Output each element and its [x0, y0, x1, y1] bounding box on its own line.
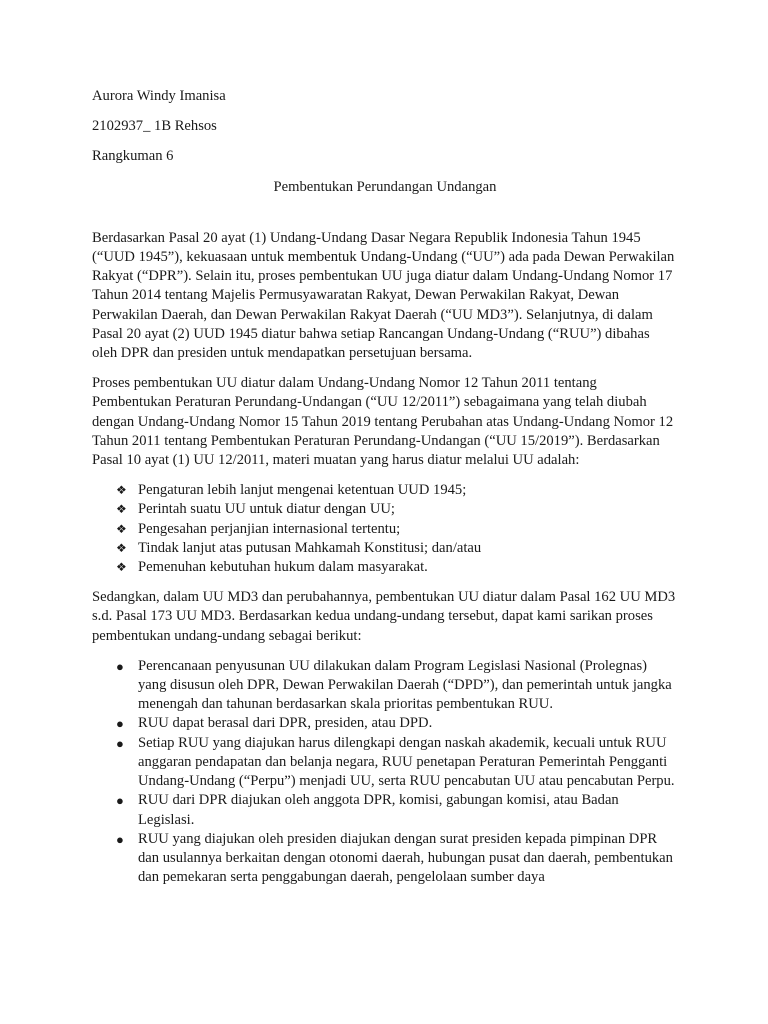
- list-item: [92, 558, 678, 577]
- dot-bullet-icon: ●: [116, 716, 124, 732]
- list-item: [92, 481, 678, 500]
- diamond-bullet-icon: ❖: [116, 560, 127, 575]
- list-item-text: Perintah suatu UU untuk diatur dengan UU;: [138, 501, 395, 518]
- list-item-text: Pengesahan perjanjian internasional tertentu;: [138, 520, 401, 537]
- student-id-class: 2102937_ 1B Rehsos: [92, 118, 217, 135]
- list-item-text: RUU dari DPR diajukan oleh anggota DPR, komisi, gabungan komisi, atau Badan Legislasi.: [138, 792, 619, 828]
- document-page: [92, 87, 678, 898]
- diamond-bullet-icon: ❖: [116, 502, 127, 517]
- process-steps-list: [92, 657, 678, 887]
- document-title: Pembentukan Perundangan Undangan: [273, 178, 497, 195]
- author-name: Aurora Windy Imanisa: [92, 88, 226, 104]
- list-item: [92, 791, 678, 829]
- list-item: [92, 657, 678, 715]
- list-item: [92, 734, 678, 792]
- dot-bullet-icon: ●: [116, 831, 124, 847]
- list-item: [92, 539, 678, 558]
- diamond-bullet-icon: ❖: [116, 521, 127, 536]
- list-item-text: RUU dapat berasal dari DPR, presiden, atau DPD.: [138, 715, 433, 732]
- list-item-text: Pemenuhan kebutuhan hukum dalam masyarakat.: [138, 559, 428, 576]
- dot-bullet-icon: ●: [116, 658, 124, 674]
- list-item-text: Tindak lanjut atas putusan Mahkamah Konstitusi; dan/atau: [138, 539, 482, 556]
- summary-label: Rangkuman 6: [92, 148, 174, 165]
- paragraph-2: Proses pembentukan UU diatur dalam Undang-Undang Nomor 12 Tahun 2011 tentang Pembentukan Peraturan Perundang-Undangan (“UU 12/2011”) sebagaimana yang telah diubah dengan Undang-Undang Nomor 15 Tahun 2019 tentang Perubahan atas Undang-Undang Nomor 12 Tahun 2011 tentang Pembentukan Peraturan Perundang-Undangan (“UU 15/2019”). Berdasarkan Pasal 10 ayat (1) UU 12/2011, materi muatan yang harus diatur melalui UU adalah:: [92, 375, 674, 469]
- list-item-text: RUU yang diajukan oleh presiden diajukan dengan surat presiden kepada pimpinan DPR dan usulannya berkaitan dengan otonomi daerah, hubungan pusat dan daerah, pembentukan dan pemekaran serta penggabungan daerah, pengelolaan sumber daya: [138, 830, 673, 886]
- dot-bullet-icon: ●: [116, 793, 124, 809]
- list-item-text: Pengaturan lebih lanjut mengenai ketentuan UUD 1945;: [138, 482, 467, 499]
- list-item-text: Perencanaan penyusunan UU dilakukan dalam Program Legislasi Nasional (Prolegnas) yang disusun oleh DPR, Dewan Perwakilan Daerah (“DPD”), dan pemerintah untuk jangka menengah dan tahunan berdasarkan skala prioritas pembentukan RUU.: [138, 657, 672, 713]
- paragraph-3: Sedangkan, dalam UU MD3 dan perubahannya, pembentukan UU diatur dalam Pasal 162 UU MD3 s.d. Pasal 173 UU MD3. Berdasarkan kedua undang-undang tersebut, dapat kami sarikan proses pembentukan undang-undang sebagai berikut:: [92, 589, 676, 644]
- list-item: [92, 500, 678, 519]
- content-material-list: [92, 481, 678, 577]
- list-item: [92, 714, 678, 733]
- list-item: [92, 830, 678, 888]
- diamond-bullet-icon: ❖: [116, 483, 127, 498]
- dot-bullet-icon: ●: [116, 735, 124, 751]
- list-item: [92, 520, 678, 539]
- list-item-text: Setiap RUU yang diajukan harus dilengkapi dengan naskah akademik, kecuali untuk RUU anggaran pendapatan dan belanja negara, RUU penetapan Peraturan Pemerintah Pengganti Undang-Undang (“Perpu”) menjadi UU, serta RUU pencabutan UU atau pencabutan Perpu.: [138, 734, 675, 790]
- paragraph-1: Berdasarkan Pasal 20 ayat (1) Undang-Undang Dasar Negara Republik Indonesia Tahun 1945 (“UUD 1945”), kekuasaan untuk membentuk Undang-Undang (“UU”) ada pada Dewan Perwakilan Rakyat (“DPR”). Selain itu, proses pembentukan UU juga diatur dalam Undang-Undang Nomor 17 Tahun 2014 tentang Majelis Permusyawaratan Rakyat, Dewan Perwakilan Rakyat, Dewan Perwakilan Daerah, dan Dewan Perwakilan Rakyat Daerah (“UU MD3”). Selanjutnya, di dalam Pasal 20 ayat (2) UUD 1945 diatur bahwa setiap Rancangan Undang-Undang (“RUU”) dibahas oleh DPR dan presiden untuk mendapatkan persetujuan bersama.: [92, 229, 675, 362]
- diamond-bullet-icon: ❖: [116, 540, 127, 555]
